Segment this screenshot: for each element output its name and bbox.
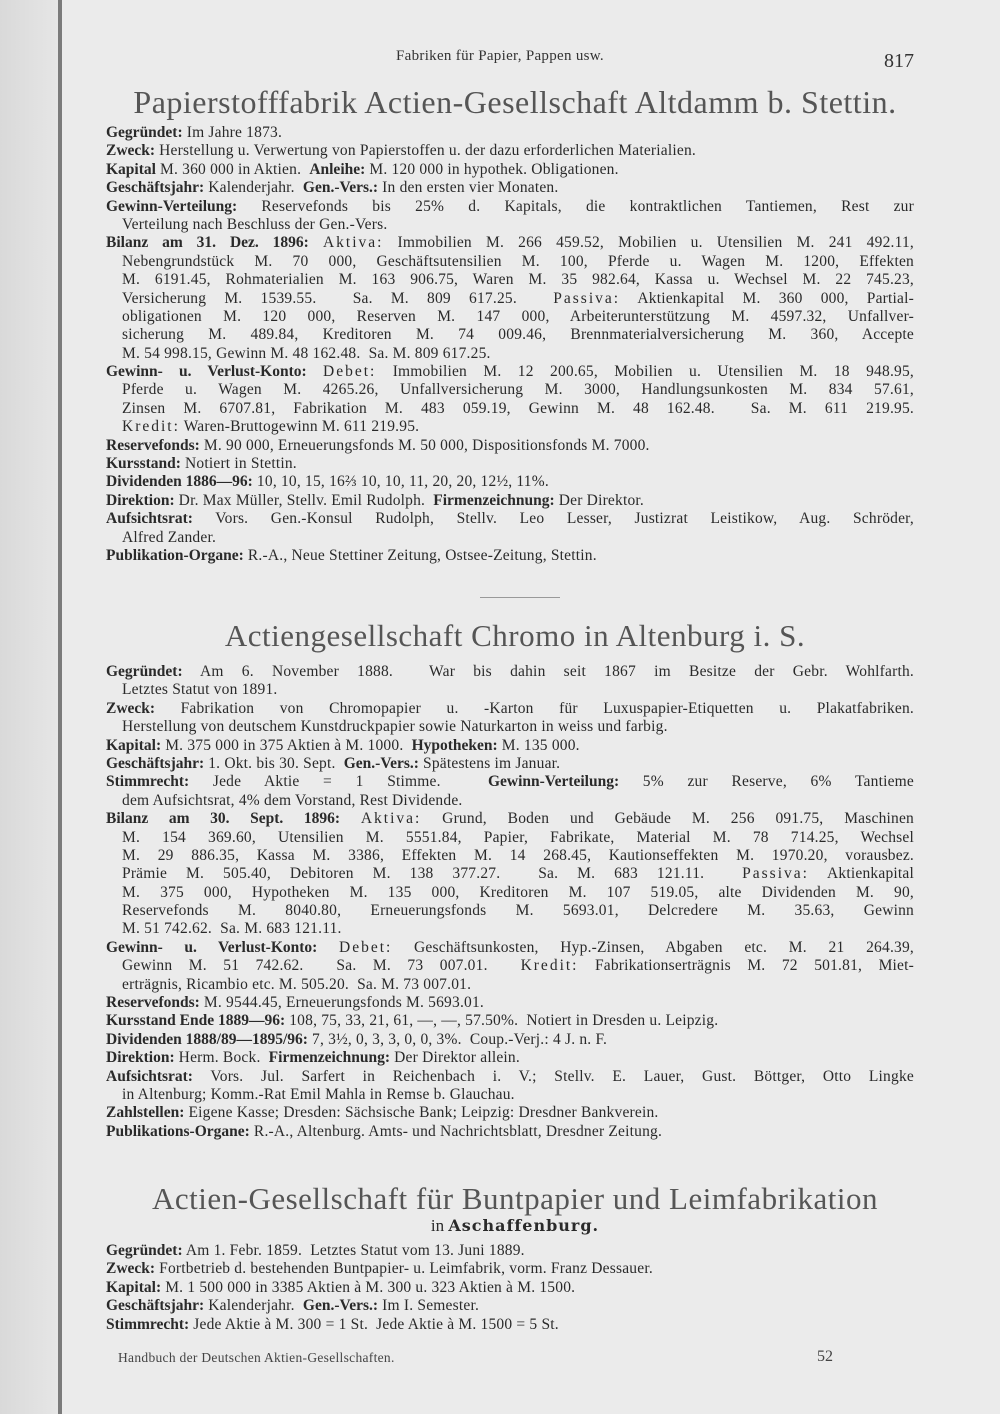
entry-line <box>106 400 914 418</box>
field-label: Gegründet: <box>106 663 183 680</box>
field-text: M. 375 000 in 375 Aktien à M. 1000. <box>161 736 412 754</box>
field-text: Jede Aktie = 1 Stimme. <box>189 773 488 791</box>
field-text: Prämie M. 505.40, Debitoren M. 138 377.27. Sa. M. 683 121.11. <box>122 865 743 883</box>
entry-line <box>106 902 914 920</box>
field-text: Verteilung nach Beschluss der Gen.-Vers. <box>122 215 388 233</box>
entry-line <box>106 1316 914 1334</box>
field-label: Dividenden 1888/89—1895/96: <box>106 1030 308 1048</box>
field-label: Reservefonds: <box>106 994 200 1012</box>
field-label: Aufsichtsrat: <box>106 510 193 528</box>
entry-line <box>106 1031 914 1049</box>
entry-line <box>106 681 914 699</box>
account-side-label: Debet: <box>323 363 377 381</box>
entry-line <box>106 663 914 681</box>
field-text: obligationen M. 120 000, Reserven M. 147 000, Arbeiterunterstützung M. 4597.32, Unfallver- <box>122 307 914 325</box>
field-label: Zweck: <box>106 1260 156 1278</box>
field-text: Herm. Bock. <box>174 1049 269 1067</box>
field-text: 5% zur Reserve, 6% Tantieme <box>619 773 914 791</box>
entry-line <box>106 1086 914 1104</box>
field-text: Dr. Max Müller, Stellv. Emil Rudolph. <box>174 491 434 509</box>
company-title-buntpapier: Actien-Gesellschaft für Buntpapier und Leimfabrikation <box>152 1181 878 1216</box>
field-text: M. 375 000, Hypotheken M. 135 000, Kreditoren M. 107 519.05, alte Dividenden M. 90, <box>122 883 914 901</box>
entry-line <box>106 179 914 197</box>
field-label: Dividenden 1886—96: <box>106 473 253 491</box>
field-label: Kapital <box>106 160 156 178</box>
field-text: M. 120 000 in hypothek. Obligationen. <box>365 160 619 178</box>
field-text: M. 51 742.62. Sa. M. 683 121.11. <box>122 920 342 938</box>
field-text <box>317 939 339 956</box>
field-text: M. 154 369.60, Utensilien M. 5551.84, Papier, Fabrikate, Material M. 78 714.25, Wechsel <box>122 828 914 846</box>
field-label: Gen.-Vers.: <box>302 1297 379 1315</box>
account-side-label: Debet: <box>339 938 393 956</box>
subtitle-place: Aschaffenburg. <box>448 1216 600 1235</box>
entry-line <box>106 437 914 455</box>
entry-line <box>106 216 914 234</box>
field-text: Waren-Bruttogewinn M. 611 219.95. <box>179 418 420 436</box>
company-subtitle-location <box>90 1216 940 1236</box>
entry-line <box>106 1242 914 1260</box>
field-text <box>307 363 323 380</box>
field-label: Gen.-Vers.: <box>302 179 379 197</box>
field-text: Notiert in Stettin. <box>180 455 297 473</box>
field-label: Firmenzeichnung: <box>268 1049 391 1067</box>
entry-line <box>106 161 914 179</box>
field-label: Reservefonds: <box>106 436 200 454</box>
field-label: Geschäftsjahr: <box>106 179 205 197</box>
field-text: Kalenderjahr. <box>204 1297 303 1315</box>
company-entry-altdamm <box>106 124 914 565</box>
field-label: Hypotheken: <box>411 736 498 754</box>
entry-line <box>106 773 914 791</box>
field-label: Direktion: <box>106 1049 175 1067</box>
field-label: Gegründet: <box>106 1242 183 1259</box>
field-label: Zahlstellen: <box>106 1104 185 1122</box>
field-text: Im Jahre 1873. <box>182 124 283 141</box>
entry-line <box>106 492 914 510</box>
entry-line <box>106 1260 914 1278</box>
entry-line <box>106 529 914 547</box>
entry-line <box>106 847 914 865</box>
entry-line <box>106 1068 914 1086</box>
field-text: M. 29 886.35, Kassa M. 3386, Effekten M. 14 268.45, Kautionseffekten M. 1970.20, vorausbez. <box>122 846 914 864</box>
account-side-label: Aktiva: <box>360 810 422 828</box>
field-text: Letztes Statut von 1891. <box>122 681 278 699</box>
field-label: Firmenzeichnung: <box>433 491 555 509</box>
field-label: Gewinn- u. Verlust-Konto: <box>106 938 318 956</box>
field-text: R.-A., Neue Stettiner Zeitung, Ostsee-Zeitung, Stettin. <box>243 546 597 564</box>
field-text: Vors. Jul. Sarfert in Reichenbach i. V.; Stellv. E. Lauer, Gust. Böttger, Otto Lingke <box>192 1067 914 1085</box>
field-text: Fabrikationserträgnis M. 72 501.81, Miet- <box>578 957 914 975</box>
entry-line <box>106 792 914 810</box>
field-label: Geschäftsjahr: <box>106 754 205 772</box>
entry-line <box>106 271 914 289</box>
field-text: Geschäftsunkosten, Hyp.-Zinsen, Abgaben etc. M. 21 264.39, <box>392 938 914 956</box>
field-label: Gen.-Vers.: <box>343 754 419 772</box>
field-label: Gewinn-Verteilung: <box>487 773 620 791</box>
field-label: Kapital: <box>106 736 162 754</box>
account-side-label: Passiva: <box>553 289 621 307</box>
field-label: Bilanz am 31. Dez. 1896: <box>106 234 309 252</box>
entry-line <box>106 976 914 994</box>
entry-line <box>106 1012 914 1030</box>
entry-line <box>106 381 914 399</box>
field-text: R.-A., Altenburg. Amts- und Nachrichtsblatt, Dresdner Zeitung. <box>249 1122 663 1140</box>
field-text: dem Aufsichtsrat, 4% dem Vorstand, Rest Dividende. <box>122 791 463 809</box>
field-text: Der Direktor allein. <box>390 1049 520 1067</box>
field-text: Gewinn M. 51 742.62. Sa. M. 73 007.01. <box>122 957 521 975</box>
field-text: Immobilien M. 266 459.52, Mobilien u. Utensilien M. 241 492.11, <box>383 234 914 252</box>
field-text: 1. Okt. bis 30. Sept. <box>204 754 344 772</box>
entry-line <box>106 363 914 381</box>
entry-line <box>106 290 914 308</box>
field-label: Kursstand Ende 1889—96: <box>106 1012 286 1030</box>
field-text: Fortbetrieb d. bestehenden Buntpapier- u. Leimfabrik, vorm. Franz Dessauer. <box>155 1260 653 1278</box>
section-divider <box>480 597 560 598</box>
entry-line <box>106 142 914 160</box>
account-side-label: Kredit: <box>122 418 180 436</box>
field-text: Kalenderjahr. <box>204 179 303 197</box>
field-label: Gegründet: <box>106 124 183 141</box>
field-text: Grund, Boden und Gebäude M. 256 091.75, Maschinen <box>421 810 914 828</box>
page-number: 817 <box>884 50 914 72</box>
entry-line <box>106 1279 914 1297</box>
field-label: Stimmrecht: <box>106 1315 190 1333</box>
entry-line <box>106 810 914 828</box>
field-label: Kapital: <box>106 1278 162 1296</box>
field-label: Zweck: <box>106 699 156 717</box>
field-text: M. 1 500 000 in 3385 Aktien à M. 300 u. 323 Aktien à M. 1500. <box>161 1278 576 1296</box>
field-text: 10, 10, 15, 16⅔ 10, 10, 11, 20, 20, 12½, 11%. <box>252 473 549 491</box>
footer-book-title: Handbuch der Deutschen Aktien-Gesellschaften. <box>118 1350 395 1365</box>
entry-line <box>106 1049 914 1067</box>
field-text: Fabrikation von Chromopapier u. -Karton für Luxuspapier-Etiquetten u. Plakatfabriken. <box>155 699 914 717</box>
entry-line <box>106 700 914 718</box>
field-text: Pferde u. Wagen M. 4265.26, Unfallversicherung M. 3000, Handlungsunkosten M. 834 57.61, <box>122 381 914 399</box>
entry-line <box>106 829 914 847</box>
field-text: Der Direktor. <box>554 491 645 509</box>
account-side-label: Aktiva: <box>322 234 384 252</box>
company-title-altdamm: Papierstofffabrik Actien-Gesellschaft Altdamm b. Stettin. <box>133 84 897 120</box>
field-text: M. 6191.45, Rohmaterialien M. 163 906.75, Waren M. 35 982.64, Kassa u. Wechsel M. 22 745.23, <box>122 271 914 289</box>
field-text: M. 360 000 in Aktien. <box>155 160 310 178</box>
running-head: Fabriken für Papier, Pappen usw. <box>396 48 604 64</box>
entry-line <box>106 957 914 975</box>
entry-line <box>106 1104 914 1122</box>
footer-signature: 52 <box>817 1348 833 1365</box>
field-label: Geschäftsjahr: <box>106 1297 205 1315</box>
field-text: Spätestens im Januar. <box>418 754 561 772</box>
entry-line <box>106 326 914 344</box>
field-text: Eigene Kasse; Dresden: Sächsische Bank; Leipzig: Dresdner Bankverein. <box>184 1104 659 1122</box>
field-label: Publikation-Organe: <box>106 546 244 564</box>
entry-line <box>106 308 914 326</box>
field-label: Aufsichtsrat: <box>106 1067 193 1085</box>
field-text: Herstellung von deutschem Kunstdruckpapier sowie Naturkarton in weiss und farbig. <box>122 718 668 736</box>
account-side-label: Kredit: <box>520 957 579 975</box>
entry-line <box>106 865 914 883</box>
field-label: Anleihe: <box>309 160 366 178</box>
field-text: M. 9544.45, Erneuerungsfonds M. 5693.01. <box>199 994 485 1012</box>
field-label: Kursstand: <box>106 455 181 473</box>
field-text: Reservefonds M. 8040.80, Erneuerungsfonds M. 5693.01, Delcredere M. 35.63, Gewinn <box>122 902 914 920</box>
field-text: M. 90 000, Erneuerungsfonds M. 50 000, Dispositionsfonds M. 7000. <box>199 436 650 454</box>
page-binding-edge <box>58 0 62 1414</box>
field-text: Aktienkapital M. 360 000, Partial- <box>620 289 914 307</box>
field-label: Stimmrecht: <box>106 773 190 791</box>
field-text: Reservefonds bis 25% d. Kapitals, die kontraktlichen Tantiemen, Rest zur <box>237 197 914 215</box>
field-text <box>309 234 323 251</box>
entry-line <box>106 994 914 1012</box>
entry-line <box>106 345 914 363</box>
field-text: in Altenburg; Komm.-Rat Emil Mahla in Remse b. Glauchau. <box>122 1085 515 1103</box>
field-text: Am 6. November 1888. War bis dahin seit 1867 im Besitze der Gebr. Wohlfarth. <box>182 663 914 680</box>
field-text: Versicherung M. 1539.55. Sa. M. 809 617.25. <box>122 289 554 307</box>
field-text: M. 54 998.15, Gewinn M. 48 162.48. Sa. M. 809 617.25. <box>122 344 491 362</box>
field-text: 7, 3½, 0, 3, 3, 0, 0, 3%. Coup.-Verj.: 4 J. n. F. <box>307 1030 608 1048</box>
field-text: Zinsen M. 6707.81, Fabrikation M. 483 059.19, Gewinn M. 48 162.48. Sa. M. 611 219.95. <box>122 399 914 417</box>
field-text: Nebengrundstück M. 70 000, Geschäftsutensilien M. 100, Pferde u. Wagen M. 1200, Effekten <box>122 252 914 270</box>
field-label: Bilanz am 30. Sept. 1896: <box>106 810 341 828</box>
field-text: Alfred Zander. <box>122 528 217 546</box>
entry-line <box>106 547 914 565</box>
field-text: Am 1. Febr. 1859. Letztes Statut vom 13. Juni 1889. <box>182 1242 525 1259</box>
company-entry-chromo <box>106 663 914 1141</box>
field-text <box>340 810 361 827</box>
entry-line <box>106 198 914 216</box>
field-text: erträgnis, Ricambio etc. M. 505.20. Sa. M. 73 007.01. <box>122 975 472 993</box>
field-text: Aktienkapital <box>808 865 914 883</box>
entry-line <box>106 884 914 902</box>
entry-line <box>106 455 914 473</box>
field-label: Gewinn-Verteilung: <box>106 197 238 215</box>
field-label: Gewinn- u. Verlust-Konto: <box>106 363 307 381</box>
entry-line <box>106 718 914 736</box>
entry-line <box>106 1297 914 1315</box>
subtitle-prefix: in <box>430 1216 445 1235</box>
field-label: Zweck: <box>106 142 156 160</box>
entry-line <box>106 920 914 938</box>
entry-line <box>106 234 914 252</box>
field-text: sicherung M. 489.84, Kreditoren M. 74 009.46, Brennmaterialversicherung M. 360, Accepte <box>122 326 914 344</box>
entry-line <box>106 939 914 957</box>
entry-line <box>106 253 914 271</box>
entry-line <box>106 510 914 528</box>
company-title-chromo: Actiengesellschaft Chromo in Altenburg i. S. <box>224 618 806 653</box>
field-text: In den ersten vier Monaten. <box>378 179 559 197</box>
entry-line <box>106 755 914 773</box>
entry-line <box>106 418 914 436</box>
field-text: Im I. Semester. <box>378 1297 480 1315</box>
entry-line <box>106 737 914 755</box>
entry-line <box>106 473 914 491</box>
account-side-label: Passiva: <box>742 865 809 883</box>
entry-line <box>106 1123 914 1141</box>
field-text: Immobilien M. 12 200.65, Mobilien u. Utensilien M. 18 948.95, <box>376 363 914 381</box>
field-label: Direktion: <box>106 491 175 509</box>
field-label: Publikations-Organe: <box>106 1122 250 1140</box>
field-text: Vors. Gen.-Konsul Rudolph, Stellv. Leo Lesser, Justizrat Leistikow, Aug. Schröder, <box>192 510 914 528</box>
field-text: Herstellung u. Verwertung von Papierstoffen u. der dazu erforderlichen Materialien. <box>155 142 696 160</box>
field-text: 108, 75, 33, 21, 61, —, —, 57.50%. Notiert in Dresden u. Leipzig. <box>285 1012 719 1030</box>
entry-line <box>106 124 914 142</box>
page-binding-margin <box>0 0 58 1414</box>
field-text: Jede Aktie à M. 300 = 1 St. Jede Aktie à M. 1500 = 5 St. <box>189 1315 559 1333</box>
field-text: M. 135 000. <box>497 736 580 754</box>
company-entry-buntpapier <box>106 1242 914 1334</box>
